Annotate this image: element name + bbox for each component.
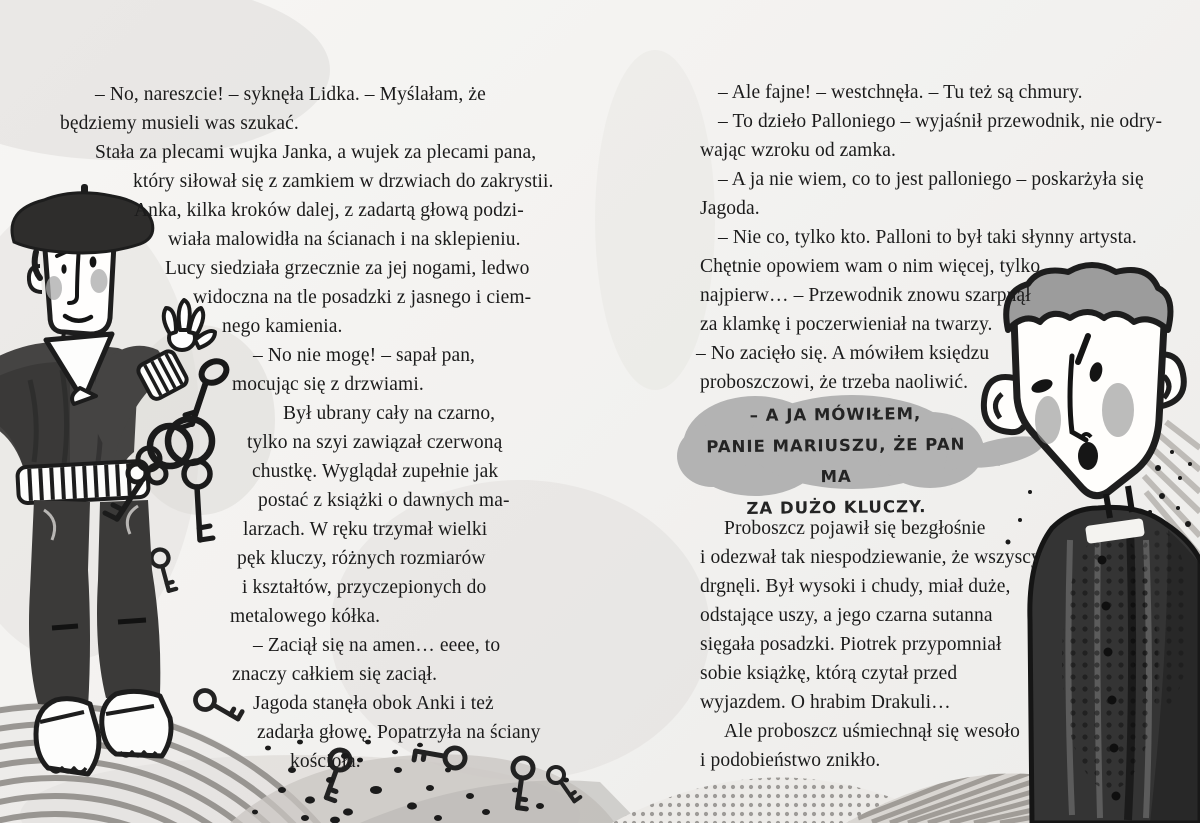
- text-line: chustkę. Wyglądał zupełnie jak: [252, 461, 499, 482]
- text-line: zadarła głowę. Popatrzyła na ściany: [257, 722, 541, 743]
- text-line: i podobieństwo znikło.: [700, 750, 881, 771]
- text-line: Ale proboszcz uśmiechnął się wesoło: [724, 721, 1020, 742]
- text-line: mocując się z drzwiami.: [232, 374, 424, 395]
- text-line: kościoła.: [290, 751, 361, 772]
- text-line: Proboszcz pojawił się bezgłośnie: [724, 518, 986, 539]
- text-line: sięgała posadzki. Piotrek przypomniał: [700, 634, 1002, 655]
- text-line: – No nie mogę! – sapał pan,: [253, 345, 476, 366]
- text-line: i odezwał tak niespodziewanie, że wszyscy: [700, 547, 1041, 568]
- text-line: odstające uszy, a jego czarna sutanna: [700, 605, 993, 626]
- text-line: Jagoda stanęła obok Anki i też: [253, 693, 494, 714]
- speech-bubble-line: PANIE MARIUSZU, ŻE PAN MA: [706, 434, 966, 487]
- text-line: pęk kluczy, różnych rozmiarów: [237, 548, 486, 569]
- text-line: larzach. W ręku trzymał wielki: [243, 519, 488, 540]
- text-line: – No, nareszcie! – syknęła Lidka. – Myślałam, że: [95, 84, 486, 105]
- text-line: Stała za plecami wujka Janka, a wujek za plecami pana,: [95, 142, 537, 163]
- text-line: drgnęli. Był wysoki i chudy, miał duże,: [700, 576, 1011, 597]
- text-line: wając wzroku od zamka.: [700, 140, 897, 161]
- text-line: Był ubrany cały na czarno,: [283, 403, 496, 424]
- text-line: sobie książkę, którą czytał przed: [700, 663, 958, 684]
- text-line: wyjazdem. O hrabim Drakuli…: [700, 692, 951, 713]
- text-line: – To dzieło Palloniego – wyjaśnił przewodnik, nie odry-: [718, 111, 1163, 132]
- text-line: widoczna na tle posadzki z jasnego i ciem-: [193, 287, 532, 308]
- text-line: który siłował się z zamkiem w drzwiach do zakrystii.: [133, 171, 554, 192]
- text-line: Anka, kilka kroków dalej, z zadartą głową podzi-: [134, 200, 524, 221]
- text-line: za klamkę i poczerwieniał na twarzy.: [700, 314, 993, 335]
- text-line: Lucy siedziała grzecznie za jej nogami, ledwo: [165, 258, 530, 279]
- speech-bubble-line: – A JA MÓWIŁEM,: [749, 404, 922, 425]
- text-line: będziemy musieli was szukać.: [60, 113, 299, 134]
- text-line: – Nie co, tylko kto. Palloni to był taki słynny artysta.: [718, 227, 1137, 248]
- text-line: – Ale fajne! – westchnęła. – Tu też są chmury.: [718, 82, 1083, 103]
- text-line: proboszczowi, że trzeba naoliwić.: [700, 372, 969, 393]
- text-line: metalowego kółka.: [230, 606, 381, 627]
- text-line: wiała malowidła na ścianach i na sklepieniu.: [168, 229, 521, 250]
- text-line: – No zacięło się. A mówiłem księdzu: [696, 343, 990, 364]
- text-line: nego kamienia.: [222, 316, 343, 337]
- text-line: Jagoda.: [700, 198, 760, 219]
- text-line: postać z książki o dawnych ma-: [258, 490, 510, 511]
- text-line: – A ja nie wiem, co to jest palloniego – poskarżyła się: [718, 169, 1144, 190]
- speech-bubble: [689, 397, 982, 524]
- text-line: Chętnie opowiem wam o nim więcej, tylko: [700, 256, 1041, 277]
- speech-bubble-line: ZA DUŻO KLUCZY.: [746, 497, 927, 518]
- text-line: i kształtów, przyczepionych do: [242, 577, 487, 598]
- text-line: najpierw… – Przewodnik znowu szarpnął: [700, 285, 1031, 306]
- text-line: tylko na szyi zawiązał czerwoną: [247, 432, 503, 453]
- text-line: znaczy całkiem się zaciął.: [232, 664, 438, 685]
- text-line: – Zaciął się na amen… eeee, to: [253, 635, 501, 656]
